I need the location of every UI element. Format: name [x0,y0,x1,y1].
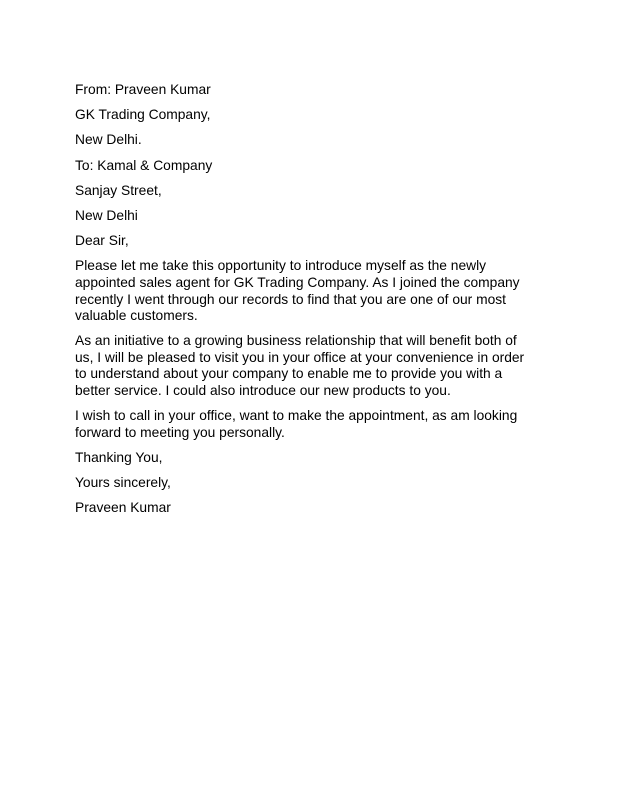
salutation: Dear Sir, [75,233,129,249]
sender-city: New Delhi. [75,132,142,148]
paragraph-appointment [75,408,565,441]
paragraph-line: Please let me take this opportunity to introduce myself as the newly [75,258,487,274]
paragraph-introduction [75,258,565,324]
paragraph-line: recently I went through our records to find that you are one of our most [75,291,507,307]
signature-name: Praveen Kumar [75,500,171,516]
sender-company: GK Trading Company, [75,107,211,123]
paragraph-line: forward to meeting you personally. [75,424,285,440]
paragraph-line: us, I will be pleased to visit you in your office at your convenience in order [75,349,525,365]
paragraph-line: appointed sales agent for GK Trading Company. As I joined the company [75,274,520,290]
sender-name: From: Praveen Kumar [75,82,211,97]
paragraph-line: better service. I could also introduce our new products to you. [75,383,451,399]
paragraph-line: valuable customers. [75,308,198,324]
recipient-street: Sanjay Street, [75,182,162,198]
closing-thanks: Thanking You, [75,450,163,466]
paragraph-line: I wish to call in your office, want to make the appointment, as am looking [75,408,518,424]
paragraph-line: to understand about your company to enable me to provide you with a [75,366,503,382]
recipient-name: To: Kamal & Company [75,157,213,173]
closing-signoff: Yours sincerely, [75,475,171,491]
paragraph-line: As an initiative to a growing business relationship that will benefit both of [75,333,517,349]
letter-body [75,82,565,526]
paragraph-visit-proposal [75,333,565,399]
recipient-city: New Delhi [75,207,138,223]
